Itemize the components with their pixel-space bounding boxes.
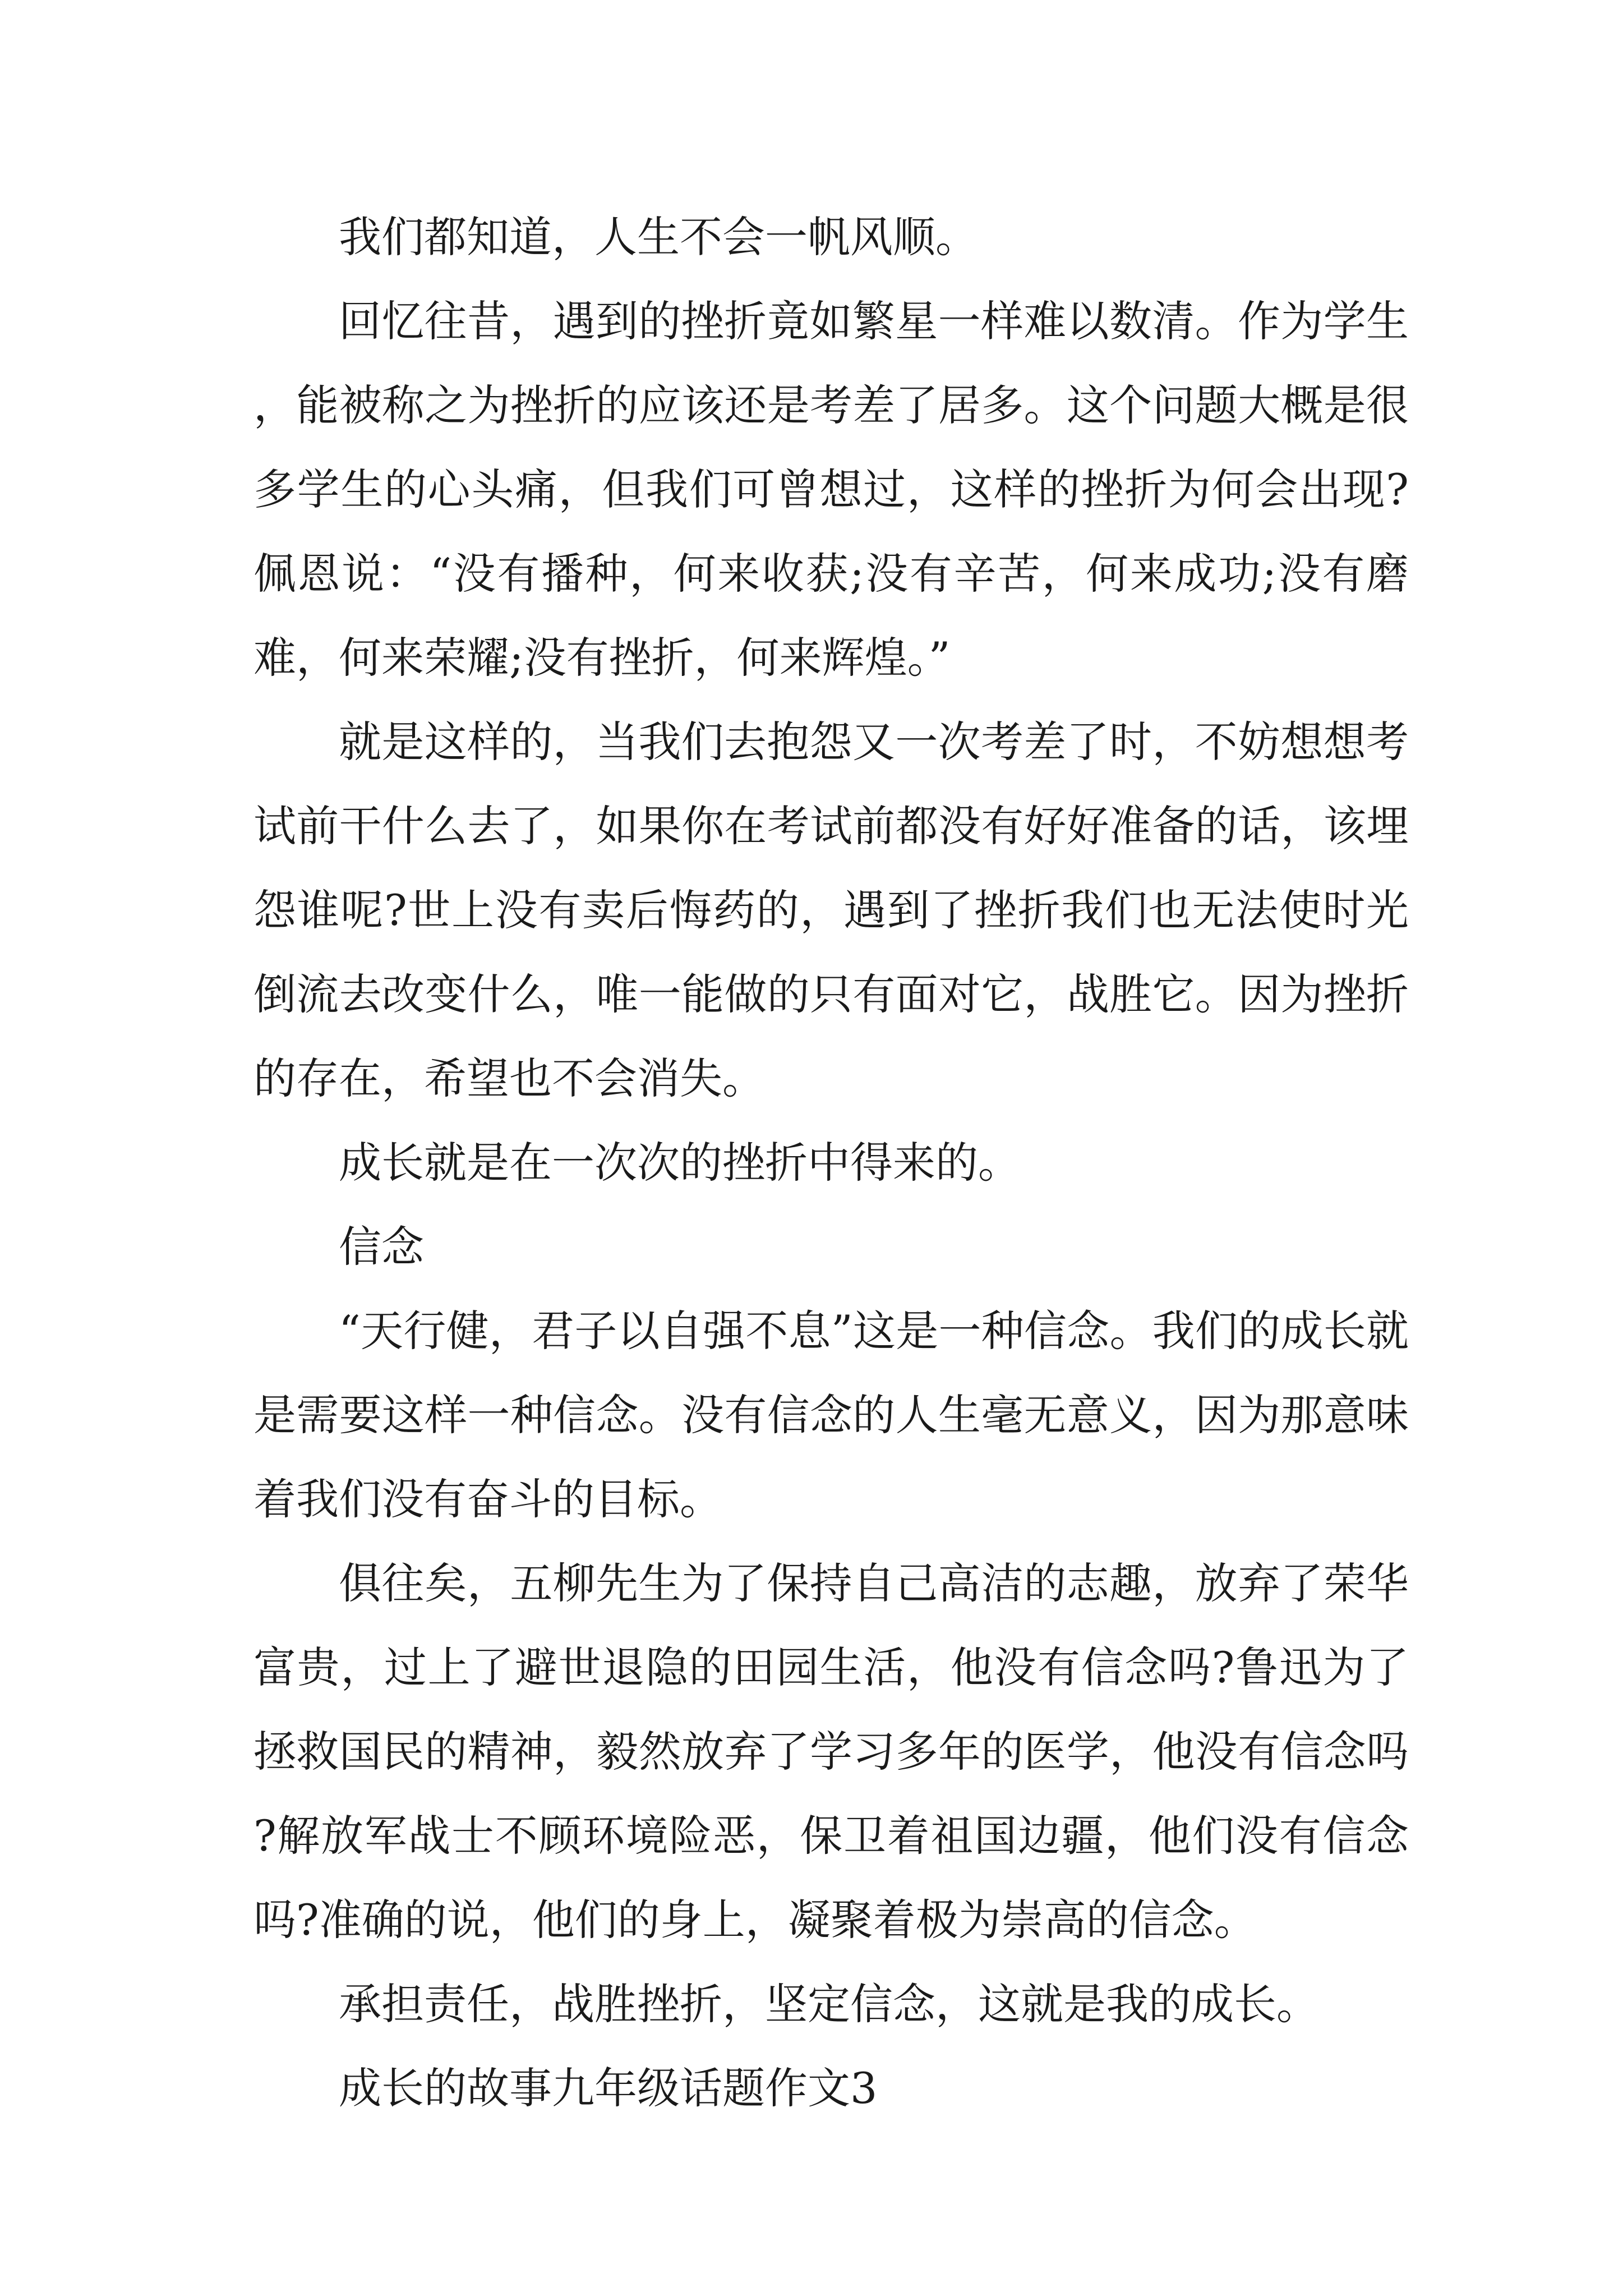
paragraph: “天行健，君子以自强不息”这是一种信念。我们的成长就是需要这样一种信念。没有信念的人生毫无意义，因为那意味着我们没有奋斗的目标。 (253, 1306, 1409, 1524)
document-body (253, 195, 1409, 2131)
paragraph: 就是这样的，当我们去抱怨又一次考差了时，不妨想想考试前干什么去了，如果你在考试前都没有好好准备的话，该埋怨谁呢?世上没有卖后悔药的，遇到了挫折我们也无法使时光倒流去改变什么，唯一能做的只有面对它，战胜它。因为挫折的存在，希望也不会消失。 (253, 717, 1409, 1103)
paragraph: 俱往矣，五柳先生为了保持自己高洁的志趣，放弃了荣华富贵，过上了避世退隐的田园生活，他没有信念吗?鲁迅为了拯救国民的精神，毅然放弃了学习多年的医学，他没有信念吗?解放军战士不顾环境险恶，保卫着祖国边疆，他们没有信念吗?准确的说，他们的身上，凝聚着极为崇高的信念。 (253, 1558, 1409, 1945)
paragraph: 承担责任，战胜挫折，坚定信念，这就是我的成长。 (339, 1979, 1319, 2029)
essay-title: 成长的故事九年级话题作文3 (339, 2063, 878, 2113)
paragraph: 回忆往昔，遇到的挫折竟如繁星一样难以数清。作为学生，能被称之为挫折的应该还是考差了居多。这个问题大概是很多学生的心头痛，但我们可曾想过，这样的挫折为何会出现?佩恩说：“没有播种，何来收获;没有辛苦，何来成功;没有磨难，何来荣耀;没有挫折，何来辉煌。” (253, 296, 1409, 683)
paragraph: 我们都知道，人生不会一帆风顺。 (339, 212, 978, 262)
paragraph: 成长就是在一次次的挫折中得来的。 (339, 1138, 1021, 1188)
section-heading: 信念 (339, 1222, 424, 1272)
